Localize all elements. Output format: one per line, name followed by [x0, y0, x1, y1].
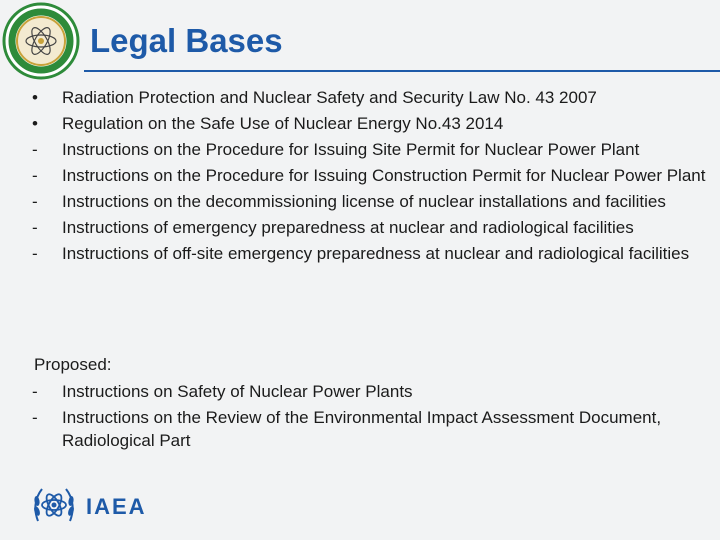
list-item-text: Regulation on the Safe Use of Nuclear Energy No.43 2014	[62, 114, 504, 133]
proposed-list	[30, 380, 710, 455]
bullet-marker: -	[32, 408, 38, 427]
bullet-marker: -	[32, 218, 38, 237]
list-item	[30, 242, 710, 265]
title-divider	[84, 70, 720, 72]
list-item-text: Instructions on the Procedure for Issuing Construction Permit for Nuclear Power Plant	[62, 166, 706, 185]
iaea-wordmark: IAEA	[86, 494, 147, 519]
legal-bases-list	[30, 86, 710, 268]
list-item-text: Instructions of emergency preparedness at nuclear and radiological facilities	[62, 218, 634, 237]
list-item	[30, 138, 710, 161]
list-item-text: Radiation Protection and Nuclear Safety and Security Law No. 43 2007	[62, 88, 597, 107]
iaea-logo	[30, 482, 165, 532]
list-item-text: Instructions on Safety of Nuclear Power Plants	[62, 382, 413, 401]
slide-title: Legal Bases	[90, 22, 283, 59]
list-item-text: Instructions on the Procedure for Issuing Site Permit for Nuclear Power Plant	[62, 140, 640, 159]
list-item	[30, 112, 710, 135]
list-item	[30, 86, 710, 109]
list-item	[30, 190, 710, 213]
list-item	[30, 164, 710, 187]
list-item	[30, 216, 710, 239]
list-item	[30, 380, 710, 403]
list-item-text: Instructions on the decommissioning license of nuclear installations and facilities	[62, 192, 666, 211]
bullet-marker: •	[32, 114, 38, 133]
bullet-marker: -	[32, 166, 38, 185]
iaea-atom-olive-icon	[30, 481, 78, 534]
proposed-heading: Proposed:	[34, 355, 112, 374]
list-item	[30, 406, 710, 452]
bullet-marker: -	[32, 382, 38, 401]
bullet-marker: •	[32, 88, 38, 107]
organization-seal-icon	[2, 2, 80, 80]
list-item-text: Instructions of off-site emergency preparedness at nuclear and radiological facilities	[62, 244, 690, 263]
bullet-marker: -	[32, 192, 38, 211]
bullet-marker: -	[32, 140, 38, 159]
list-item-text: Instructions on the Review of the Environmental Impact Assessment Document, Radiological Part	[62, 408, 662, 450]
bullet-marker: -	[32, 244, 38, 263]
